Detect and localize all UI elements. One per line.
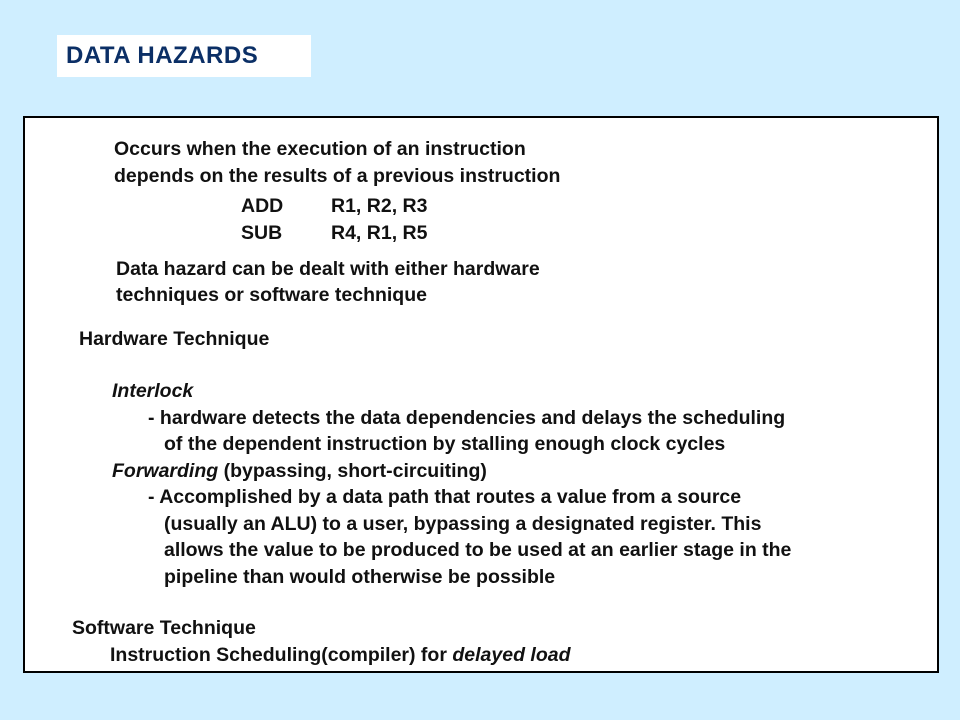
code-op-2: SUB (241, 222, 283, 244)
dealt-line-1: Data hazard can be dealt with either hardware (116, 258, 540, 280)
content-panel (23, 116, 939, 673)
code-args-1: R1, R2, R3 (331, 195, 428, 217)
interlock-line-1: - hardware detects the data dependencies and delays the scheduling (148, 407, 786, 429)
interlock-line-2: of the dependent instruction by stalling enough clock cycles (164, 433, 726, 455)
forwarding-paren: (bypassing, short-circuiting) (218, 460, 487, 482)
hardware-heading: Hardware Technique (79, 328, 270, 350)
forwarding-line-4: pipeline than would otherwise be possible (164, 566, 556, 588)
interlock-title: Interlock (112, 380, 194, 402)
slide-title-box (57, 35, 311, 77)
forwarding-title: Forwarding (112, 460, 219, 482)
software-heading: Software Technique (72, 617, 256, 639)
slide-title: DATA HAZARDS (66, 42, 259, 69)
code-args-2: R4, R1, R5 (331, 222, 428, 244)
forwarding-line-2: (usually an ALU) to a user, bypassing a designated register. This (164, 513, 762, 535)
forwarding-heading-line (112, 459, 487, 483)
intro-line-2: depends on the results of a previous instruction (114, 165, 561, 187)
forwarding-line-3: allows the value to be produced to be used at an earlier stage in the (164, 539, 792, 561)
code-op-1: ADD (241, 195, 284, 217)
forwarding-line-1: - Accomplished by a data path that routes a value from a source (148, 486, 742, 508)
intro-line-1: Occurs when the execution of an instruction (114, 138, 526, 160)
dealt-line-2: techniques or software technique (116, 284, 427, 306)
software-line-italic: delayed load (452, 644, 571, 666)
software-line-prefix: Instruction Scheduling(compiler) for (110, 644, 453, 666)
software-line (110, 643, 570, 667)
